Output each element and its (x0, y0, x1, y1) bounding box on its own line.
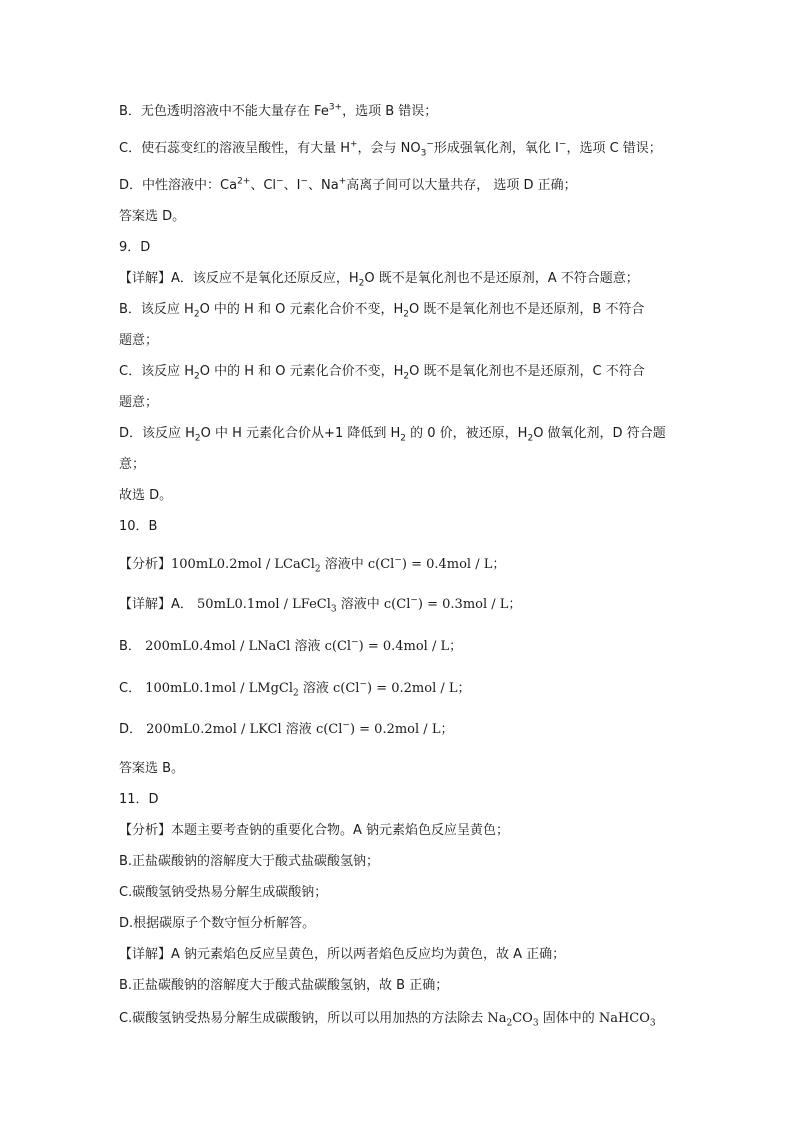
text-run: NaHCO (598, 1011, 650, 1026)
text-run: B.正盐碳酸钠的溶解度大于酸式盐碳酸氢钠，故 B 正确； (119, 978, 449, 993)
text-run: 2 (293, 688, 299, 699)
text-run: 3 (330, 604, 337, 615)
text-line (119, 209, 679, 225)
text-run: + (350, 139, 358, 150)
text-run: 【详解】A． (119, 597, 198, 612)
text-run: − (359, 679, 368, 690)
text-line (119, 395, 679, 411)
text-line (119, 792, 679, 808)
text-run: − (342, 720, 350, 731)
text-run: + (338, 176, 347, 187)
text-run: 3+ (328, 102, 343, 113)
text-run: ，选项 C 错误； (566, 141, 662, 156)
text-run: Na (487, 1011, 507, 1026)
text-line (119, 978, 679, 994)
text-run: 2 (527, 433, 534, 444)
text-run: 2 (403, 309, 409, 320)
text-run: − (394, 555, 402, 566)
text-run: c(Cl (315, 722, 343, 737)
text-run: 2 (506, 1018, 513, 1029)
text-run: − (276, 176, 284, 187)
text-line (119, 597, 679, 613)
text-run: − (351, 637, 359, 648)
text-run: 2+ (237, 176, 251, 187)
text-run: O 做氧化剂，D 符合题 (533, 426, 666, 441)
text-run: 溶液中 (320, 557, 368, 572)
text-run: 100mL0.2mol / LCaCl (171, 557, 315, 572)
text-run: 3 (649, 1018, 656, 1029)
text-run: 2 (358, 278, 365, 289)
text-run: 答案选 B。 (119, 761, 185, 776)
text-run: c(Cl (324, 639, 352, 654)
text-run: ； (440, 722, 454, 737)
text-run: c(Cl (367, 557, 395, 572)
text-run: B． (119, 639, 146, 654)
text-run: − (410, 595, 418, 606)
text-run: c(Cl (383, 597, 411, 612)
text-run: O 既不是氧化剂也不是还原剂，B 不符合 (408, 302, 645, 317)
text-line (119, 457, 679, 473)
text-run: 11．D (119, 792, 159, 807)
text-run: D．中性溶液中：Ca (119, 178, 238, 193)
text-run: C． (119, 681, 146, 696)
text-run: 溶液 (298, 681, 333, 696)
text-run: 【详解】A．该反应不是氧化还原反应，H (119, 271, 359, 286)
text-run: 10．B (119, 519, 158, 534)
text-run: C．使石蕊变红的溶液呈酸性，有大量 H (119, 141, 350, 156)
text-run: B．无色透明溶液中不能大量存在 Fe (119, 104, 329, 119)
text-run: ； (457, 681, 471, 696)
text-run: 200mL0.4mol / LNaCl (145, 639, 291, 654)
text-run: 题意； (119, 333, 159, 348)
text-run: B.正盐碳酸钠的溶解度大于酸式盐碳酸氢钠； (119, 854, 380, 869)
text-run: O 既不是氧化剂也不是还原剂，C 不符合 (409, 364, 645, 379)
text-run: C.碳酸氢钠受热易分解生成碳酸钠； (119, 885, 328, 900)
text-run: 的 0 价，被还原，H (406, 426, 528, 441)
text-line (119, 761, 679, 777)
text-run: ； (449, 639, 463, 654)
text-line (119, 854, 679, 870)
text-run: 2 (403, 371, 410, 382)
text-run: 2 (194, 371, 200, 382)
text-run: D． (119, 722, 147, 737)
text-line (119, 302, 679, 318)
text-run: ) = 0.2mol / L (349, 722, 441, 737)
text-line (119, 178, 679, 194)
text-line (119, 240, 679, 256)
text-run: 意； (119, 457, 146, 472)
text-run: 2 (193, 309, 200, 320)
text-line (119, 426, 679, 442)
text-run: O 中 H 元素化合价从+1 降低到 H (200, 426, 401, 441)
text-run: 3 (532, 1018, 539, 1029)
text-run: 2 (194, 433, 201, 444)
text-line (119, 722, 679, 738)
text-run: 、Na (307, 178, 339, 193)
text-line (119, 639, 679, 655)
text-run: 50mL0.1mol / LFeCl (197, 597, 331, 612)
text-line (119, 557, 679, 573)
text-run: − (558, 139, 567, 150)
text-run: − (426, 139, 434, 150)
text-run: 【分析】 (119, 557, 172, 572)
text-run: C.碳酸氢钠受热易分解生成碳酸钠，所以可以用加热的方法除去 (119, 1011, 488, 1026)
text-run: 、Cl (250, 178, 277, 193)
text-run: 高离子间可以大量共存， 选项 D 正确； (346, 178, 577, 193)
text-run: 溶液 (290, 639, 325, 654)
text-run: 【分析】本题主要考查钠的重要化合物。A 钠元素焰色反应呈黄色； (119, 823, 510, 838)
text-run: c(Cl (333, 681, 360, 696)
text-run: 故选 D。 (119, 488, 173, 503)
text-run: 题意； (119, 395, 159, 410)
text-run: 答案选 D。 (119, 209, 186, 224)
text-line (119, 823, 679, 839)
text-run: 200mL0.2mol / LKCl (146, 722, 282, 737)
text-run: 2 (400, 433, 406, 444)
text-line (119, 681, 679, 697)
text-line (119, 947, 679, 963)
text-line (119, 519, 679, 535)
text-run: ) = 0.2mol / L (367, 681, 458, 696)
text-run: ) = 0.4mol / L (358, 639, 450, 654)
text-run: O 既不是氧化剂也不是还原剂，A 不符合题意； (364, 271, 639, 286)
text-line (119, 488, 679, 504)
text-line (119, 104, 679, 120)
text-run: 溶液中 (336, 597, 384, 612)
text-run: ； (508, 597, 522, 612)
text-run: 溶液 (281, 722, 316, 737)
text-line (119, 885, 679, 901)
text-run: 2 (314, 564, 321, 575)
text-line (119, 1011, 679, 1027)
text-line (119, 141, 679, 157)
text-run: B．该反应 H (119, 302, 194, 317)
text-line (119, 916, 679, 932)
text-run: ，选项 B 错误； (342, 104, 438, 119)
text-run: ； (492, 557, 506, 572)
text-run: 3 (420, 148, 427, 159)
text-run: ) = 0.4mol / L (401, 557, 493, 572)
text-run: 形成强氧化剂，氧化 I (433, 141, 559, 156)
text-run: D.根据碳原子个数守恒分析解答。 (119, 916, 316, 931)
text-run: 100mL0.1mol / LMgCl (145, 681, 293, 696)
text-run: C．该反应 H (119, 364, 194, 379)
text-run: O 中的 H 和 O 元素化合价不变，H (199, 364, 404, 379)
text-run: − (300, 176, 308, 187)
text-run: ) = 0.3mol / L (417, 597, 509, 612)
text-line (119, 271, 679, 287)
text-run: CO (512, 1011, 533, 1026)
text-run: ，会与 NO (357, 141, 421, 156)
text-run: D．该反应 H (119, 426, 195, 441)
text-run: 固体中的 (538, 1011, 599, 1026)
text-line (119, 364, 679, 380)
text-run: 9．D (119, 240, 151, 255)
text-line (119, 333, 679, 349)
text-run: 、I (283, 178, 301, 193)
text-run: 【详解】A 钠元素焰色反应呈黄色，所以两者焰色反应均为黄色，故 A 正确； (119, 947, 566, 962)
text-run: O 中的 H 和 O 元素化合价不变，H (199, 302, 404, 317)
